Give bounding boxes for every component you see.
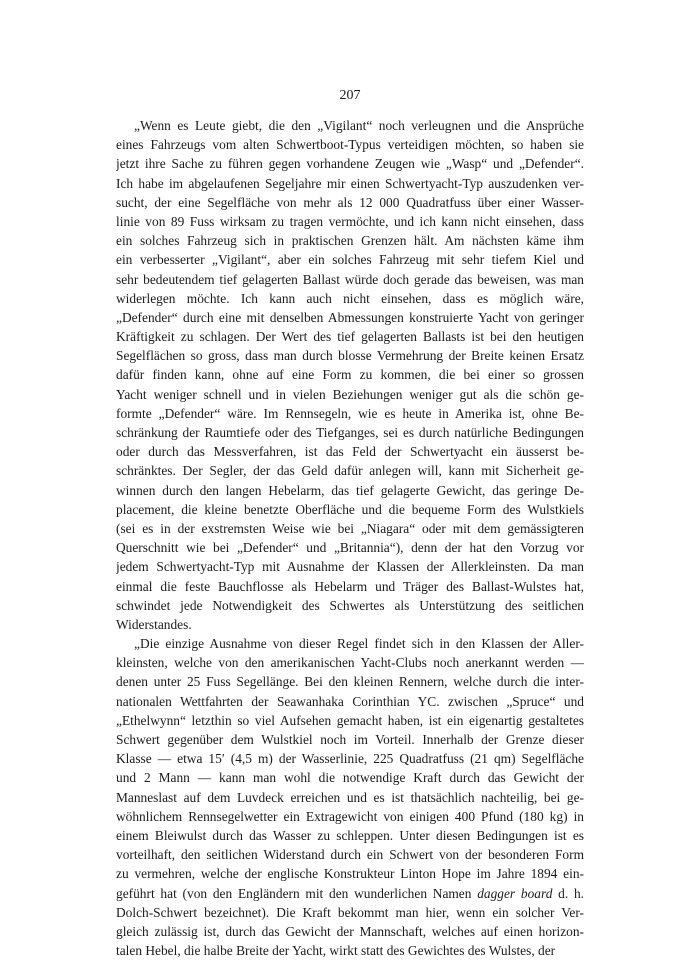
text-line: einmal die feste Bauchflosse als Hebelarm und Träger des Ballast-Wulstes hat, bbox=[116, 578, 584, 594]
text-line: und 2 Mann — kann man wohl die notwendige Kraft durch das Gewicht der bbox=[116, 770, 584, 786]
text-line: vorteilhaft, den seitlichen Widerstand durch ein Schwert von der besonderen Form bbox=[116, 847, 584, 863]
text-line: Yacht weniger schnell und in vielen Beziehungen weniger gut als die schön ge- bbox=[116, 386, 584, 402]
text-line: wöhnlichem Rennsegelwetter ein Extragewicht von einigen 400 Pfund (180 kg) in bbox=[116, 808, 584, 824]
paragraph bbox=[116, 116, 584, 634]
text-line: Manneslast auf dem Luvdeck erreichen und es ist thatsächlich nachteilig, bei ge- bbox=[116, 789, 584, 805]
text-line: kleinsten, welche von den amerikanischen Yacht-Clubs noch anerkannt werden — bbox=[116, 655, 584, 671]
text-line: (sei es in der exstremsten Weise wie bei „Niagara“ oder mit dem gemässigteren bbox=[116, 520, 584, 536]
page-number: 207 bbox=[339, 88, 361, 103]
text-line: Ich habe im abgelaufenen Segeljahre mir einen Schwertyacht-Typ auszudenken ver- bbox=[116, 175, 584, 191]
text-line: einem Bleiwulst durch das Wasser zu schleppen. Unter diesen Bedingungen ist es bbox=[116, 827, 584, 843]
text-line: „Wenn es Leute giebt, die den „Vigilant“ noch verleugnen und die Ansprüche bbox=[134, 118, 584, 133]
text-line: Klasse — etwa 15′ (4,5 m) der Wasserlinie, 225 Quadratfuss (21 qm) Segelfläche bbox=[116, 751, 584, 767]
text-line: nationalen Wettfahrten der Seawanhaka Corinthian YC. zwischen „Spruce“ und bbox=[116, 693, 584, 709]
text-line: schränktes. Der Segler, der das Geld dafür anlegen will, kann mit Sicherheit ge- bbox=[116, 463, 584, 479]
text-line: talen Hebel, die halbe Breite der Yacht, wirkt statt des Gewichtes des Wulstes, der bbox=[116, 943, 556, 959]
text-line: linie von 89 Fuss wirksam zu tragen vermöchte, und ich kann nicht einsehen, dass bbox=[116, 213, 584, 229]
text-line: oder durch das Messverfahren, ist das Feld der Schwertyacht ein äusserst be- bbox=[116, 444, 584, 460]
text-line: jetzt ihre Sache zu führen gegen vorhandene Zeugen wie „Wasp“ und „Defender“. bbox=[116, 156, 584, 172]
text-line: Segelflächen so gross, dass man durch blosse Vermehrung der Breite keinen Ersatz bbox=[116, 348, 584, 364]
text-line: sehr bedeutendem tief gelagerten Ballast würde doch gerade das beweisen, was man bbox=[116, 271, 584, 287]
body-text bbox=[116, 116, 584, 960]
text-line: winnen durch den langen Hebelarm, das tief gelagerte Gewicht, das geringe De- bbox=[116, 482, 584, 498]
text-line: zu vermehren, welche der englische Konstrukteur Linton Hope im Jahre 1894 ein- bbox=[116, 866, 584, 882]
text-line: formte „Defender“ wäre. Im Rennsegeln, wie es heute in Amerika ist, ohne Be- bbox=[116, 405, 584, 421]
text-line: „Defender“ durch eine mit denselben Abmessungen konstruierte Yacht von geringer bbox=[116, 309, 584, 325]
text-line: ein verbesserter „Vigilant“, aber ein solches Fahrzeug mit sehr tiefem Kiel und bbox=[116, 252, 584, 268]
text-line: ein solches Fahrzeug sich in praktischen Grenzen hält. Am nächsten käme ihm bbox=[116, 233, 584, 249]
text-line: schränkung der Raumtiefe oder des Tiefganges, sei es durch natürliche Bedingungen bbox=[116, 425, 584, 440]
paragraph bbox=[116, 634, 584, 960]
text-line: placement, die kleine benetzte Oberfläche und die bequeme Form des Wulstkiels bbox=[116, 501, 584, 517]
text-line: „Ethelwynn“ letzthin so viel Aufsehen gemacht haben, ist ein eigenartig gestaltetes bbox=[116, 712, 584, 728]
text-line: jedem Schwertyacht-Typ mit Ausnahme der Klassen der Allerkleinsten. Da man bbox=[116, 559, 584, 575]
text-line: eines Fahrzeugs vom alten Schwertboot-Typus verteidigen möchten, so haben sie bbox=[116, 137, 584, 153]
text-line: Kräftigkeit zu schlagen. Der Wert des tief gelagerten Ballasts ist bei den heutigen bbox=[116, 329, 584, 345]
text-line: widerlegen möchte. Ich kann auch nicht einsehen, dass es möglich wäre, bbox=[116, 290, 584, 306]
text-line: Schwert gegenüber dem Wulstkiel noch im Vorteil. Innerhalb der Grenze dieser bbox=[116, 732, 584, 747]
text-line: dafür finden kann, ohne auf eine Form zu kommen, die bei einer so grossen bbox=[116, 367, 584, 383]
italic-term: dagger board bbox=[477, 885, 553, 901]
text-line: geführt hat (von den Engländern mit den wunderlichen Namen dagger board d. h. bbox=[116, 885, 584, 901]
text-line: schwindet jede Notwendigkeit des Schwertes als Unterstützung des seitlichen bbox=[116, 597, 584, 613]
text-line: gleich zulässig ist, durch das Gewicht der Mannschaft, welches auf einen horizon- bbox=[116, 923, 584, 939]
text-line: „Die einzige Ausnahme von dieser Regel findet sich in den Klassen der Aller- bbox=[134, 636, 584, 652]
text-line: Dolch-Schwert bezeichnet). Die Kraft bekommt man hier, wenn ein solcher Ver- bbox=[116, 904, 584, 920]
text-line: sucht, der eine Segelfläche von mehr als 12 000 Quadratfuss über einer Wasser- bbox=[116, 194, 584, 210]
text-line: Querschnitt wie bei „Defender“ und „Britannia“), denn der hat den Vorzug vor bbox=[116, 540, 584, 556]
text-line: Widerstandes. bbox=[116, 616, 192, 632]
text-line: denen unter 25 Fuss Segellänge. Bei den kleinen Rennern, welche durch die inter- bbox=[116, 674, 584, 690]
